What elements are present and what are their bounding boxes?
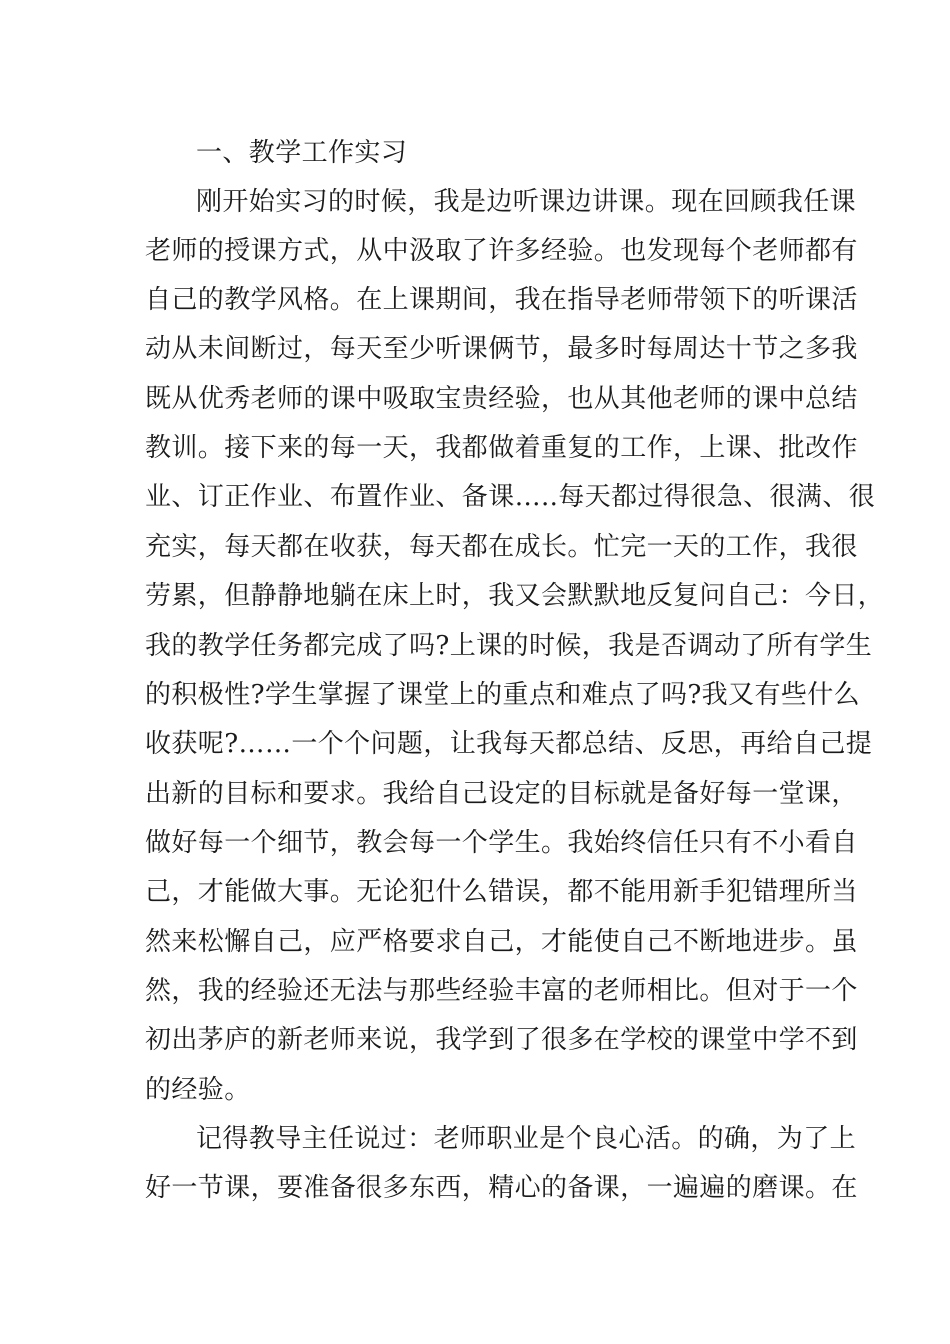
paragraph-line: 己，才能做大事。无论犯什么错误，都不能用新手犯错理所当 <box>145 877 858 907</box>
paragraph-line: 既从优秀老师的课中吸取宝贵经验，也从其他老师的课中总结 <box>145 384 858 414</box>
paragraph-line: 充实，每天都在收获，每天都在成长。忙完一天的工作，我很 <box>145 532 858 562</box>
paragraph-line: 自己的教学风格。在上课期间，我在指导老师带领下的听课活 <box>145 285 858 315</box>
paragraph-line: 初出茅庐的新老师来说，我学到了很多在学校的课堂中学不到 <box>145 1025 858 1055</box>
paragraph-line: 的经验。 <box>145 1075 251 1105</box>
paragraph-line: 我的教学任务都完成了吗?上课的时候，我是否调动了所有学生 <box>145 631 873 661</box>
paragraph-line: 出新的目标和要求。我给自己设定的目标就是备好每一堂课， <box>145 779 858 809</box>
section-heading: 一、教学工作实习 <box>196 138 408 168</box>
paragraph-line: 然来松懈自己，应严格要求自己，才能使自己不断地进步。虽 <box>145 927 858 957</box>
paragraph-line: 然，我的经验还无法与那些经验丰富的老师相比。但对于一个 <box>145 976 858 1006</box>
paragraph-line: 业、订正作业、布置作业、备课…..每天都过得很急、很满、很 <box>145 482 876 512</box>
paragraph-line: 好一节课，要准备很多东西，精心的备课，一遍遍的磨课。在 <box>145 1173 858 1203</box>
paragraph-line: 教训。接下来的每一天，我都做着重复的工作，上课、批改作 <box>145 433 858 463</box>
paragraph-line: 动从未间断过，每天至少听课俩节，最多时每周达十节之多我 <box>145 334 858 364</box>
paragraph-line: 劳累，但静静地躺在床上时，我又会默默地反复问自己：今日， <box>145 581 885 611</box>
paragraph-line: 收获呢?……一个个问题，让我每天都总结、反思，再给自己提 <box>145 729 873 759</box>
paragraph-line: 做好每一个细节，教会每一个学生。我始终信任只有不小看自 <box>145 828 858 858</box>
paragraph-line: 记得教导主任说过：老师职业是个良心活。的确，为了上 <box>196 1124 857 1154</box>
paragraph-line: 老师的授课方式，从中汲取了许多经验。也发现每个老师都有 <box>145 236 858 266</box>
paragraph-line: 的积极性?学生掌握了课堂上的重点和难点了吗?我又有些什么 <box>145 680 861 710</box>
paragraph-line: 刚开始实习的时候，我是边听课边讲课。现在回顾我任课 <box>196 187 857 217</box>
